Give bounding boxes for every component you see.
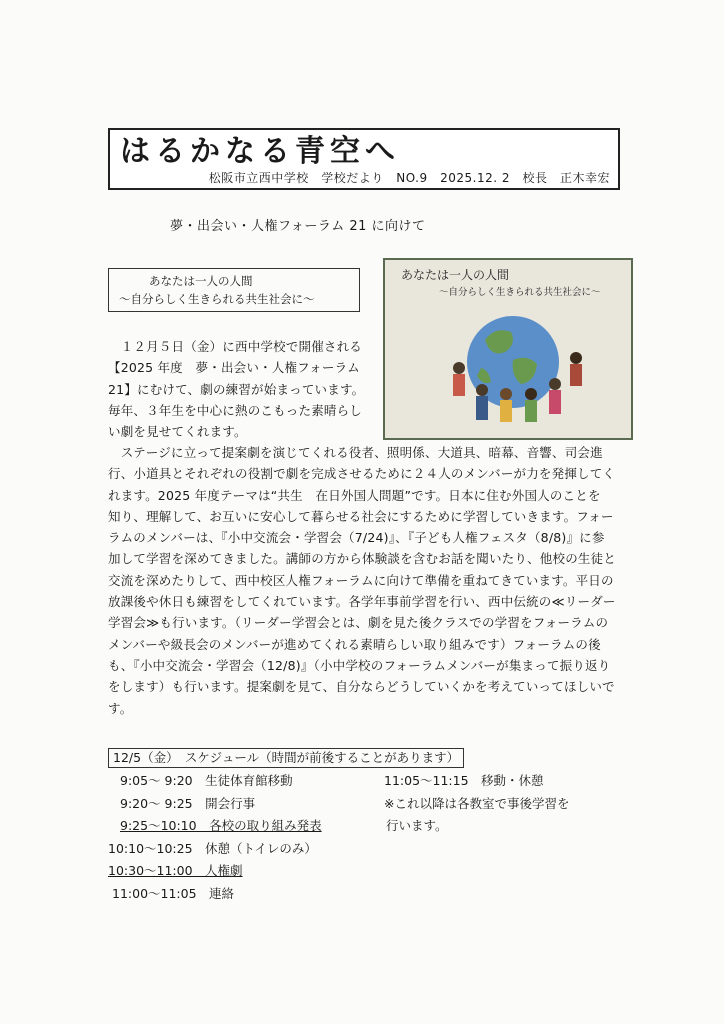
body-line: をします）も行います。提案劇を見て、自分ならどうしていくかを考えていってほしいで — [108, 679, 615, 695]
schedule-item: 11:00～11:05 連絡 — [112, 885, 235, 901]
body-line: 加して学習を深めてきました。講師の方から体験談を含むお話を聞いたり、他校の生徒と — [108, 551, 617, 567]
schedule-item: 10:30～11:00 人権劇 — [108, 863, 243, 878]
body-line: 放課後や休日も練習をしてくれています。各学年事前学習を行い、西中伝統の≪リーダー — [108, 594, 616, 610]
theme-illustration — [383, 258, 633, 440]
earth-children-drawing — [385, 260, 631, 438]
illustration-caption-1: あなたは一人の人間 — [401, 268, 510, 282]
schedule-heading: 12/5（金） スケジュール（時間が前後することがあります） — [108, 748, 464, 768]
schedule-item: 9:25～10:10 各校の取り組み発表 — [120, 818, 322, 833]
schedule-left-column — [108, 770, 322, 905]
body-line: 知り、理解して、お互いに安心して暮らせる社会にするために学習していきます。フォー — [108, 508, 614, 524]
body-line: 交流を深めたりして、西中校区人権フォーラムに向けて準備を重ねてきています。平日の — [108, 572, 614, 588]
schedule-item: 9:20～ 9:25 開会行事 — [120, 795, 256, 811]
lead-line: 毎年、３年生を中心に熱のこもった素晴らし — [108, 402, 363, 418]
lead-line: い劇を見せてくれます。 — [108, 424, 247, 440]
article-subheading: 夢・出会い・人権フォーラム 21 に向けて — [170, 219, 426, 234]
theme-line-1: あなたは一人の人間 — [149, 274, 253, 288]
theme-line-2: ～自分らしく生きられる共生社会に～ — [119, 292, 315, 306]
schedule-item: 11:05～11:15 移動・休憩 — [384, 773, 544, 788]
main-paragraph — [108, 442, 628, 719]
theme-box — [108, 268, 360, 312]
lead-paragraph — [108, 336, 376, 442]
lead-line: 【2025 年度 夢・出会い・人権フォーラム — [108, 360, 360, 376]
body-line: ステージに立って提案劇を演じてくれる役者、照明係、大道具、暗幕、音響、司会進 — [108, 445, 603, 460]
newsletter-title-box — [108, 128, 620, 190]
body-line: も、『小中交流会・学習会（12/8)』（小中学校のフォーラムメンバーが集まって振り返り — [108, 657, 611, 673]
newsletter-title: はるかなる青空へ — [120, 134, 400, 169]
body-line: す。 — [108, 700, 133, 716]
schedule-item: 9:05～ 9:20 生徒体育館移動 — [120, 773, 293, 788]
schedule-right-column — [384, 770, 569, 838]
body-line: 学習会≫も行います。（リーダー学習会とは、劇を見た後クラスでの学習をフォーラムの — [108, 615, 609, 631]
body-line: ラムのメンバーは、『小中交流会・学習会（7/24)』、『子ども人権フェスタ（8/8)』に参 — [108, 530, 605, 546]
schedule-note: 行います。 — [386, 818, 448, 833]
body-line: 行、小道具とそれぞれの役割で劇を完成させるために２４人のメンバーが力を発揮してく — [108, 466, 616, 482]
schedule-item: 10:10～10:25 休憩（トイレのみ） — [108, 840, 317, 856]
lead-line: １２月５日（金）に西中学校で開催される — [108, 339, 363, 354]
body-line: メンバーや級長会のメンバーが進めてくれる素晴らしい取り組みです）フォーラムの後 — [108, 636, 601, 652]
illustration-caption-2: ～自分らしく生きられる共生社会に～ — [439, 287, 601, 298]
newsletter-issue-info: 松阪市立西中学校 学校だより NO.9 2025.12. 2 校長 正木幸宏 — [208, 171, 610, 185]
body-line: れます。2025 年度テーマは“共生 在日外国人問題”です。日本に住む外国人のことを — [108, 487, 601, 503]
lead-line: 21】にむけて、劇の練習が始まっています。 — [108, 381, 365, 397]
schedule-note: ※これ以降は各教室で事後学習を — [384, 795, 570, 811]
